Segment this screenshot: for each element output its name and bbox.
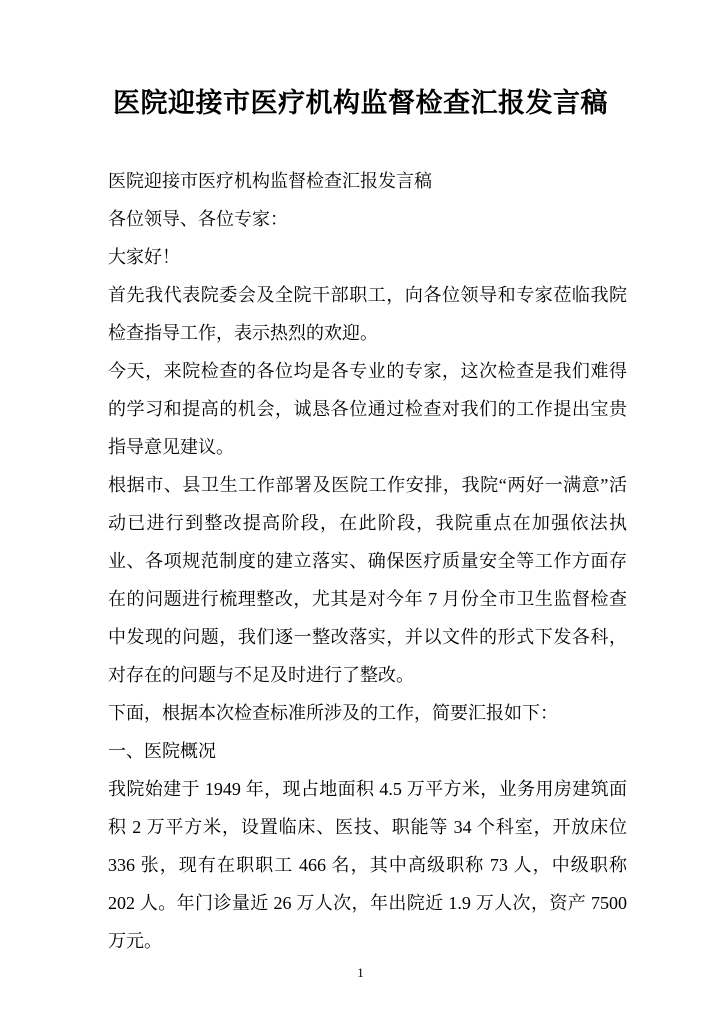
paragraph: 各位领导、各位专家： — [108, 209, 288, 229]
paragraph: 一、医院概况 — [108, 741, 216, 761]
paragraph: 下面，根据本次检查标准所涉及的工作，简要汇报如下： — [108, 703, 558, 723]
page-number: 1 — [357, 965, 364, 980]
document-title: 医院迎接市医疗机构监督检查汇报发言稿 — [113, 88, 608, 118]
paragraph: 首先我代表院委会及全院干部职工，向各位领导和专家莅临我院检查指导工作，表示热烈的欢迎。 — [108, 285, 627, 343]
paragraph: 我院始建于 1949 年，现占地面积 4.5 万平方米，业务用房建筑面积 2 万平方米，设置临床、医技、职能等 34 个科室，开放床位 336 张，现有在职职工 466 名，其中高级职称 73 人，中级职称 202 人。年门诊量近 26 万人次，年出院近 1.9 万人次，资产 7500 万元。 — [108, 779, 627, 951]
paragraph: 医院迎接市医疗机构监督检查汇报发言稿 — [108, 171, 432, 191]
document-body — [0, 162, 721, 960]
paragraph: 今天，来院检查的各位均是各专业的专家，这次检查是我们难得的学习和提高的机会，诚恳各位通过检查对我们的工作提出宝贵指导意见建议。 — [108, 361, 627, 457]
paragraph: 根据市、县卫生工作部署及医院工作安排，我院“两好一满意”活动已进行到整改提高阶段，在此阶段，我院重点在加强依法执业、各项规范制度的建立落实、确保医疗质量安全等工作方面存在的问题进行梳理整改，尤其是对今年 7 月份全市卫生监督检查中发现的问题，我们逐一整改落实，并以文件的形式下发各科，对存在的问题与不足及时进行了整改。 — [108, 475, 627, 685]
paragraph: 大家好！ — [108, 247, 180, 267]
